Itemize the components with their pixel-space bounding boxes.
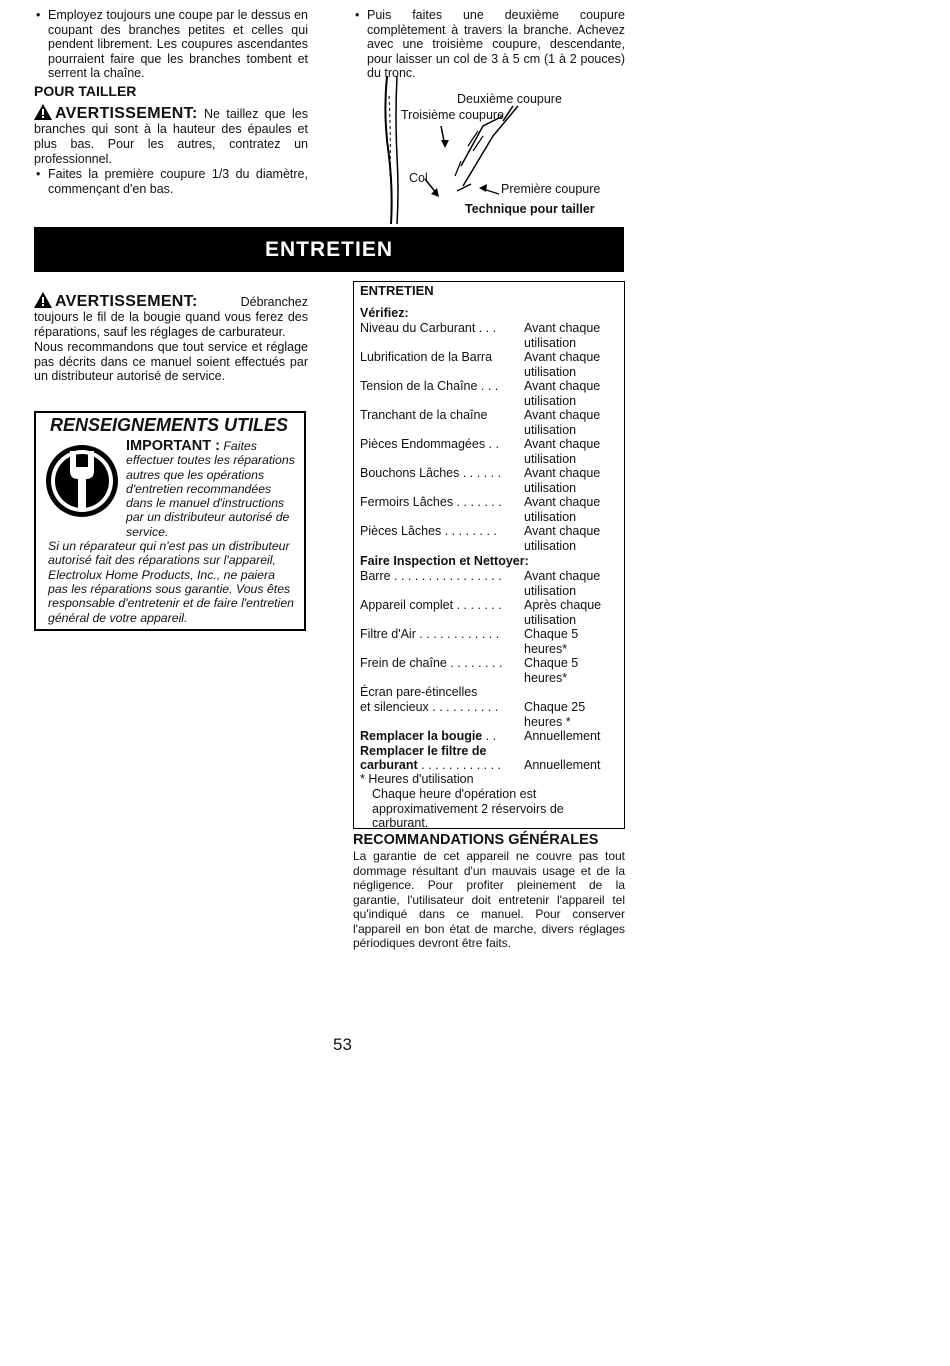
bullet-overcut: • Employez toujours une coupe par le dessus en coupant des branches petites et celles qui pendent librement. Les coupures ascendantes pourraient faire que les branches tombent et serrent la chaîne. bbox=[34, 8, 308, 81]
row-label: Filtre d'Air . . . . . . . . . . . . bbox=[360, 627, 500, 641]
row-value: Avant chaque utilisation bbox=[524, 408, 601, 437]
general-heading: RECOMMANDATIONS GÉNÉRALES bbox=[353, 832, 599, 848]
row-label: Bouchons Lâches . . . . . . bbox=[360, 466, 502, 480]
warning-word: AVERTISSEMENT: bbox=[55, 104, 198, 122]
left-main-column bbox=[34, 292, 308, 384]
heading-pour-tailler: POUR TAILLER bbox=[34, 82, 137, 99]
bullet-second-cut: • Puis faites une deuxième coupure complètement à travers la branche. Achevez avec une troisième coupure, descendante, pour laisser un col de 3 à 5 cm (1 à 2 pouces) du tronc. bbox=[353, 8, 625, 81]
info-box-note: Si un réparateur qui n'est pas un distributeur autorisé fait des réparations sur l'appareil, Electrolux Home Products, Inc., ne paiera pas les réparations sous garantie. Vous êtes responsable d'entretenir et de faire l'entretien général de votre appareil. bbox=[48, 539, 295, 625]
row-value: Chaque 25 heures * bbox=[524, 700, 586, 729]
general-section bbox=[353, 832, 625, 951]
info-box-body bbox=[48, 439, 298, 625]
row-label: Frein de chaîne . . . . . . . . bbox=[360, 656, 503, 670]
row-value: Annuellement bbox=[524, 729, 601, 743]
label-first-cut: Première coupure bbox=[501, 182, 601, 196]
row-label: Tension de la Chaîne . . . bbox=[360, 379, 499, 393]
info-box-title: RENSEIGNEMENTS UTILES bbox=[50, 415, 289, 435]
important-label: IMPORTANT : bbox=[126, 438, 220, 454]
row-value: Annuellement bbox=[524, 758, 601, 772]
footnote-tanks: Chaque heure d'opération est approximativement 2 réservoirs de carburant. bbox=[372, 787, 564, 830]
row-label bbox=[360, 729, 496, 744]
row-value: Avant chaque utilisation bbox=[524, 466, 601, 495]
general-text: La garantie de cet appareil ne couvre pas tout dommage résultant d'un mauvais usage et de la négligence. Pour profiter pleinement de la garantie, l'utilisateur doit entretenir l'appareil tel qu'indiqué dans ce manuel. Pour conserver l'appareil en bon état de marche, divers réglages périodiques devront être faits. bbox=[353, 849, 625, 950]
row-value: Avant chaque utilisation bbox=[524, 495, 601, 524]
footnote-hours: * Heures d'utilisation bbox=[360, 772, 474, 786]
row-label bbox=[360, 758, 501, 773]
row-label: Appareil complet . . . . . . . bbox=[360, 598, 502, 612]
section-banner: ENTRETIEN bbox=[34, 227, 624, 272]
row-value: Chaque 5 heures* bbox=[524, 656, 579, 685]
warning-text: Débranchez toujours le fil de la bougie quand vous ferez des réparations, sauf les réglages de carburateur. bbox=[34, 295, 308, 339]
row-value: Avant chaque utilisation bbox=[524, 524, 601, 553]
row-label: Fermoirs Lâches . . . . . . . bbox=[360, 495, 502, 509]
row-value: Avant chaque utilisation bbox=[524, 437, 601, 466]
check-heading: Vérifiez: bbox=[360, 306, 409, 320]
page-number: 53 bbox=[333, 1035, 352, 1054]
row-value: Avant chaque utilisation bbox=[524, 569, 601, 598]
right-top-column bbox=[353, 8, 625, 81]
info-box bbox=[34, 411, 306, 631]
fuel-filter-dots: . . . . . . . . . . . . bbox=[421, 758, 502, 772]
row-label: Tranchant de la chaîne bbox=[360, 408, 488, 422]
figure-caption: Technique pour tailler bbox=[465, 202, 595, 216]
row-label: Pièces Endommagées . . bbox=[360, 437, 499, 451]
fuel-filter-label: Remplacer le filtre de bbox=[360, 744, 487, 758]
warning-triangle-icon bbox=[34, 292, 52, 308]
row-value: Avant chaque utilisation bbox=[524, 321, 601, 350]
important-text: Faites effectuer toutes les réparations autres que les opérations d'entretien recommandées dans le manuel d'instructions par un distributeur autorisé de service. bbox=[126, 439, 295, 539]
maintenance-table bbox=[353, 281, 625, 829]
label-col: Col bbox=[409, 171, 428, 185]
label-second-cut: Deuxième coupure bbox=[457, 92, 562, 106]
label-third-cut: Troisième coupure bbox=[401, 108, 505, 122]
row-value: Après chaque utilisation bbox=[524, 598, 602, 627]
warning-word: AVERTISSEMENT: bbox=[55, 293, 198, 310]
warning-triangle-icon bbox=[34, 104, 52, 120]
warning-pruning bbox=[34, 104, 308, 167]
row-label: et silencieux . . . . . . . . . . bbox=[360, 700, 499, 714]
warning-disconnect bbox=[34, 292, 308, 340]
plug-label: Remplacer la bougie bbox=[360, 729, 483, 743]
plug-dots: . . bbox=[485, 729, 497, 743]
service-paragraph: Nous recommandons que tout service et réglage pas décrits dans ce manuel soient effectués par un distributeur autorisé de service. bbox=[34, 340, 308, 384]
warning-text: Ne taillez que les branches qui sont à la hauteur des épaules et plus bas. Pour les autres, contratez un professionnel. bbox=[34, 106, 308, 166]
maintenance-title: ENTRETIEN bbox=[360, 283, 434, 298]
left-top-column bbox=[34, 8, 308, 196]
inspect-heading: Faire Inspection et Nettoyer: bbox=[360, 554, 529, 568]
bullet-first-cut: • Faites la première coupure 1/3 du diamètre, commençant d'en bas. bbox=[34, 167, 308, 196]
row-value: Avant chaque utilisation bbox=[524, 379, 601, 408]
spark-screen-label: Écran pare-étincelles bbox=[360, 685, 478, 699]
row-label: Niveau du Carburant . . . bbox=[360, 321, 497, 335]
wrench-icon bbox=[44, 439, 120, 523]
pruning-figure bbox=[353, 76, 625, 224]
row-label: Barre . . . . . . . . . . . . . . . . bbox=[360, 569, 502, 583]
row-value: Chaque 5 heures* bbox=[524, 627, 579, 656]
row-label: Pièces Lâches . . . . . . . . bbox=[360, 524, 497, 538]
row-label: Lubrification de la Barra bbox=[360, 350, 493, 364]
fuel-filter-label-2: carburant bbox=[360, 758, 418, 772]
row-value: Avant chaque utilisation bbox=[524, 350, 601, 379]
